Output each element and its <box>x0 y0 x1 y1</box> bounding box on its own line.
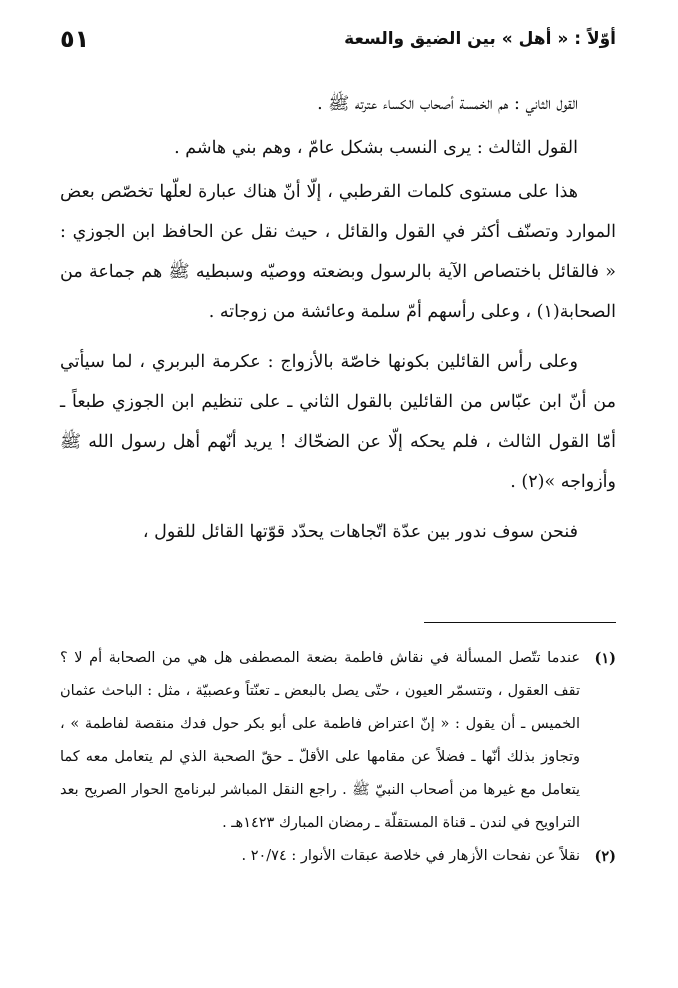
footnote-number: (١) <box>594 650 616 667</box>
footnotes <box>60 642 616 873</box>
paragraph-ibn-jawzi: هذا على مستوى كلمات القرطبي ، إلّا أنّ هناك عبارة لعلّها تخصّص بعض الموارد وتصنّف أكثر في القول والقائل ، حيث نقل عن الحافظ ابن الجوزي : « فالقائل باختصاص الآية بالرسول وبضعته ووصيّه وسبطيه ﷺ هم جماعة من الصحابة(١) ، وعلى رأسهم أمّ سلمة وعائشة من زوجاته . <box>60 182 616 322</box>
paragraph-third-opinion: القول الثالث : يرى النسب بشكل عامّ ، وهم بني هاشم . <box>174 138 578 158</box>
footnote-2 <box>60 840 616 873</box>
footnote-1 <box>60 642 616 840</box>
footnote-text: نقلاً عن نفحات الأزهار في خلاصة عبقات الأنوار : ٢٠/٧٤ . <box>241 848 580 864</box>
page-number: ٥١ <box>60 25 90 53</box>
footnote-divider <box>424 622 616 623</box>
paragraph-directions: فنحن سوف ندور بين عدّة اتّجاهات يحدّد قوّتها القائل للقول ، <box>142 522 578 542</box>
footnote-text: عندما تتّصل المسألة في نقاش فاطمة بضعة المصطفى هل هي من الصحابة أم لا ؟ تقف العقول ، وتتسمّر العيون ، حتّى يصل بالبعض ـ تعنّتاً وعصبيّة ، مثل : الباحث عثمان الخميس ـ أن يقول : « إنّ اعتراض فاطمة على أبو بكر حول فدك منقصة لفاطمة » ، وتجاوز بذلك أنّها ـ فضلاً عن مقامها على الأقلّ ـ حقّ الصحبة الذي لم يتعامل معه كما يتعامل مع غيرها من أصحاب النبيّ ﷺ . راجع النقل المباشر لبرنامج الحوار الصريح بعد التراويح في لندن ـ قناة المستقلّة ـ رمضان المبارك ١٤٢٣هـ . <box>60 650 580 831</box>
page-header <box>60 22 616 56</box>
paragraph-second-opinion: القول الثاني : هم الخمسة أصحاب الكساء عترته ﷺ . <box>317 94 578 114</box>
main-text <box>60 84 616 556</box>
paragraph-ikrima: وعلى رأس القائلين بكونها خاصّة بالأزواج : عكرمة البربري ، لما سيأتي من أنّ ابن عبّاس من القائلين بالقول الثاني ـ على تنظيم ابن الجوزي طبعاً ـ أمّا القول الثالث ، فلم يحكه إلّا عن الضحّاك ! يريد أنّهم أهل رسول الله ﷺ وأزواجه »(٢) . <box>60 352 616 492</box>
running-title: أوّلاً : « أهل » بين الضيق والسعة <box>344 29 616 49</box>
footnote-number: (٢) <box>594 848 616 865</box>
